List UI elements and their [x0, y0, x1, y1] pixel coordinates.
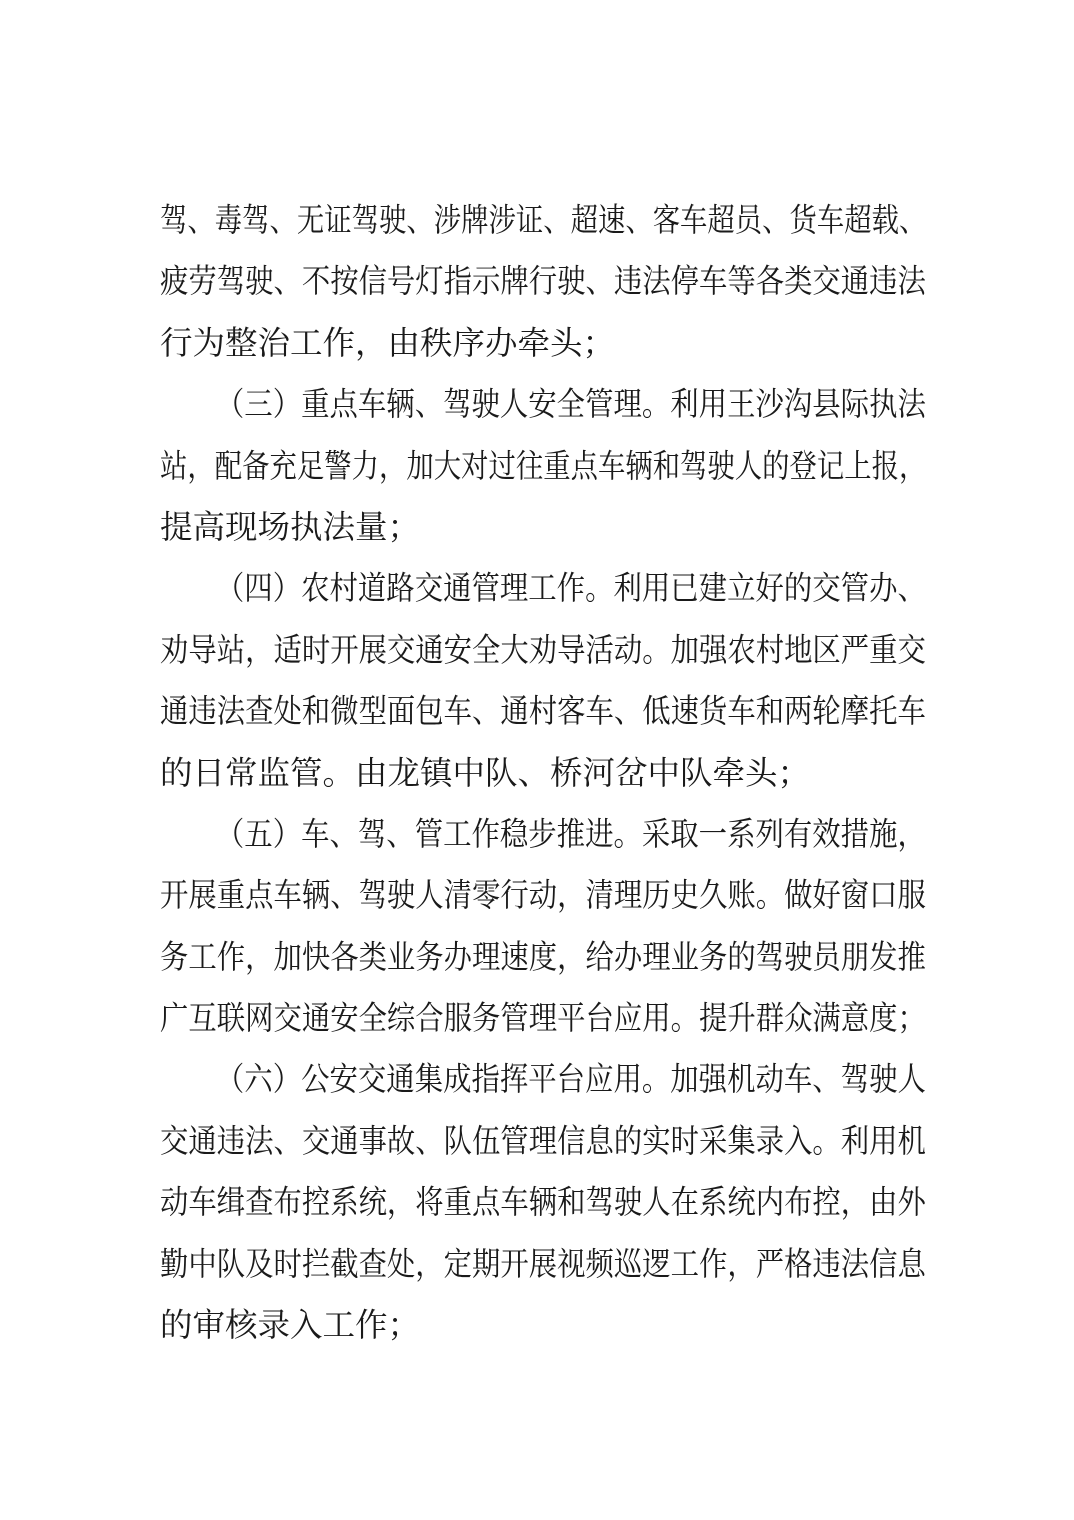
text-line: 交 通 违 法 、 交 通 事 故 、 队 伍 管 理 信 息 的 实 时 采 集 录 入 。 利 用 机: [160, 1121, 926, 1160]
text-line: 提高现场执法量；: [160, 507, 421, 546]
text-line: 广 互 联 网 交 通 安 全 综 合 服 务 管 理 平 台 应 用 。 提 升 群 众 满 意 度 ；: [160, 999, 926, 1038]
text-line: 务 工 作 ， 加 快 各 类 业 务 办 理 速 度 ， 给 办 理 业 务 的 驾 驶 员 朋 发 推: [160, 937, 926, 976]
text-line: 劝 导 站 ， 适 时 开 展 交 通 安 全 大 劝 导 活 动 。 加 强 农 村 地 区 严 重 交: [160, 630, 926, 669]
text-line: 的日常监管。由龙镇中队、桥河岔中队牵头；: [160, 753, 811, 792]
text-line: 疲 劳 驾 驶 、 不 按 信 号 灯 指 示 牌 行 驶 、 违 法 停 车 等 各 类 交 通 违 法: [160, 262, 926, 301]
text-line: （ 六 ） 公 安 交 通 集 成 指 挥 平 台 应 用 。 加 强 机 动 车 、 驾 驶 人: [215, 1060, 926, 1099]
text-line: 勤 中 队 及 时 拦 截 查 处 ， 定 期 开 展 视 频 巡 逻 工 作 ， 严 格 违 法 信 息: [160, 1244, 926, 1283]
text-line: 的审核录入工作；: [160, 1306, 421, 1345]
body-text: [160, 190, 926, 1356]
text-line: 通 违 法 查 处 和 微 型 面 包 车 、 通 村 客 车 、 低 速 货 车 和 两 轮 摩 托 车: [160, 692, 926, 731]
text-line: 驾 、 毒 驾 、 无 证 驾 驶 、 涉 牌 涉 证 、 超 速 、 客 车 超 员 、 货 车 超 载 、: [160, 201, 927, 239]
text-line: 行为整治工作，由秩序办牵头；: [160, 323, 616, 362]
text-line: 动 车 缉 查 布 控 系 统 ， 将 重 点 车 辆 和 驾 驶 人 在 系 统 内 布 控 ， 由 外: [160, 1183, 926, 1222]
text-line: （ 四 ） 农 村 道 路 交 通 管 理 工 作 。 利 用 已 建 立 好 的 交 管 办 、: [215, 569, 926, 608]
text-line: （ 三 ） 重 点 车 辆 、 驾 驶 人 安 全 管 理 。 利 用 王 沙 沟 县 际 执 法: [215, 385, 926, 424]
text-line: （ 五 ） 车 、 驾 、 管 工 作 稳 步 推 进 。 采 取 一 系 列 有 效 措 施 ，: [215, 814, 926, 853]
text-line: 站 ， 配 备 充 足 警 力 ， 加 大 对 过 往 重 点 车 辆 和 驾 驶 人 的 登 记 上 报 ，: [160, 446, 927, 485]
text-line: 开 展 重 点 车 辆 、 驾 驶 人 清 零 行 动 ， 清 理 历 史 久 账 。 做 好 窗 口 服: [160, 876, 926, 915]
